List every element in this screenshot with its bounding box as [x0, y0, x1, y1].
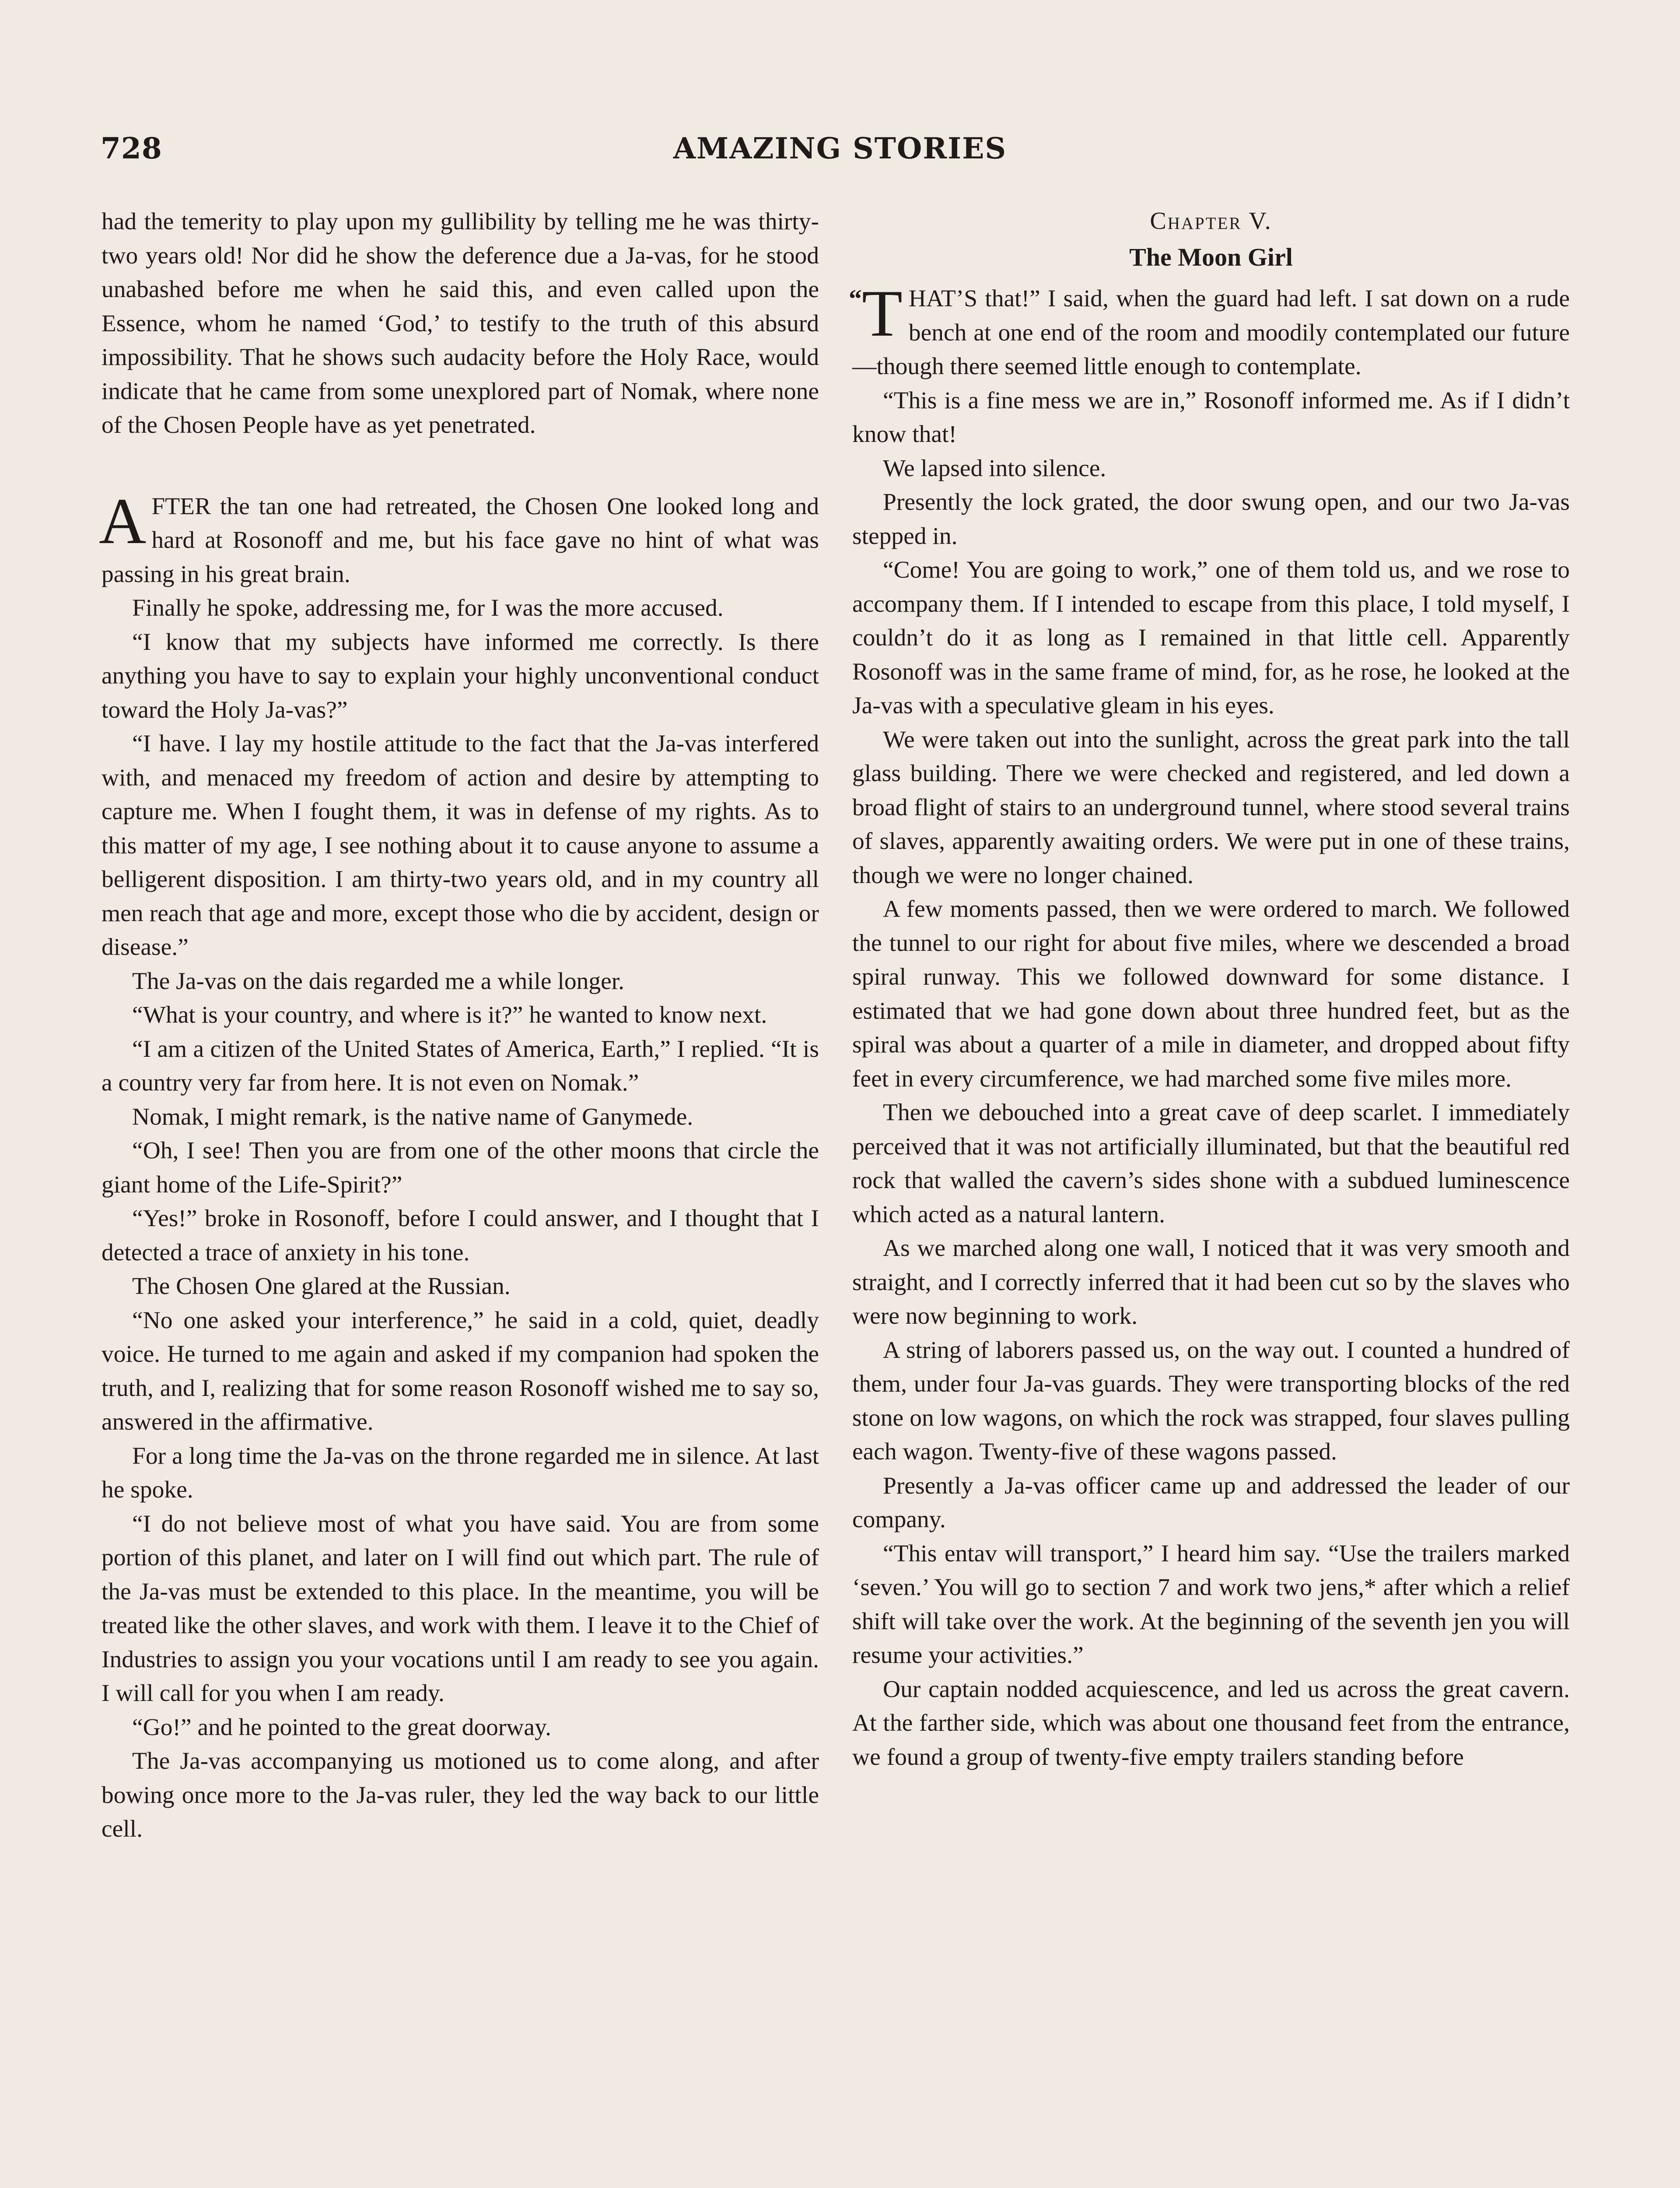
paragraph: “Go!” and he pointed to the great doorway.: [132, 1714, 552, 1741]
page-number: 728: [101, 131, 162, 165]
chapter-label: Chapter V.: [1150, 207, 1272, 235]
drop-cap: T: [862, 277, 903, 350]
paragraph-text: HAT’S that!” I said, when the guard had left. I sat down on a rude bench at one end of the room and moodily contemplated our future—though there seemed little enough to contemplate.: [852, 285, 1570, 380]
opening-quote: “: [849, 284, 862, 313]
paragraph: “I do not believe most of what you have said. You are from some portion of this planet, and later on I will find out which part. The rule of the Ja-vas must be extended to this place. In the meantime, you will be treated like the other slaves, and work with them. I leave it to the Chief of Industries to assign you your vocations until I am ready to see you again. I will call for you when I am ready.: [102, 1510, 819, 1707]
drop-cap: A: [99, 484, 147, 558]
paragraph: “Oh, I see! Then you are from one of the other moons that circle the giant home of the Life-Spirit?”: [102, 1137, 819, 1198]
paragraph: Presently the lock grated, the door swung open, and our two Ja-vas stepped in.: [852, 489, 1570, 550]
paragraph: “What is your country, and where is it?” he wanted to know next.: [132, 1002, 767, 1028]
paragraph: Presently a Ja-vas officer came up and addressed the leader of our company.: [852, 1472, 1570, 1533]
paragraph: “I have. I lay my hostile attitude to the fact that the Ja-vas interfered with, and menaced my freedom of action and desire by attempting to capture me. When I fought them, it was in defense of my rights. As to this matter of my age, I see nothing about it to cause anyone to assume a belligerent disposition. I am thirty-two years old, and in my country all men reach that age and more, except those who die by accident, design or disease.”: [102, 730, 819, 961]
lead-in-caps: FTER: [151, 493, 211, 520]
paragraph: “This entav will transport,” I heard him say. “Use the trailers marked ‘seven.’ You will go to section 7 and work two jens,* after which a relief shift will take over the work. At the beginning of the seventh jen you will resume your activities.”: [852, 1540, 1570, 1669]
paragraph: A string of laborers passed us, on the way out. I counted a hundred of them, under four Ja-vas guards. They were transporting blocks of the red stone on low wagons, on which the rock was strapped, four slaves pulling each wagon. Twenty-five of these wagons passed.: [852, 1336, 1570, 1465]
chapter-opening-paragraph: [849, 277, 1570, 384]
paragraph: Nomak, I might remark, is the native name of Ganymede.: [132, 1103, 693, 1130]
paragraph: “No one asked your interference,” he said in a cold, quiet, deadly voice. He turned to me again and asked if my companion had spoken the truth, and I, realizing that for some reason Rosonoff wished me to say so, answered in the affirmative.: [102, 1307, 819, 1435]
paragraph: We were taken out into the sunlight, across the great park into the tall glass building. There we were checked and registered, and led down a broad flight of stairs to an underground tunnel, where stood several trains of slaves, apparently awaiting orders. We were put in one of these trains, though we were no longer chained.: [852, 726, 1570, 889]
paragraph: Finally he spoke, addressing me, for I was the more accused.: [132, 595, 724, 621]
section-start-paragraph: [99, 484, 819, 592]
paragraph: Then we debouched into a great cave of deep scarlet. I immediately perceived that it was not artificially illuminated, but that the beautiful red rock that walled the cavern’s sides shone with a subdued luminescence which acted as a natural lantern.: [852, 1099, 1570, 1228]
paragraph: We lapsed into silence.: [883, 455, 1106, 482]
paragraph: “I know that my subjects have informed me correctly. Is there anything you have to say to explain your highly unconventional conduct toward the Holy Ja-vas?”: [102, 628, 819, 723]
paragraph: “Come! You are going to work,” one of them told us, and we rose to accompany them. If I intended to escape from this place, I told myself, I couldn’t do it as long as I remained in that little cell. Apparently Rosonoff was in the same frame of mind, for, as he rose, he looked at the Ja-vas with a speculative gleam in his eyes.: [852, 557, 1570, 719]
running-head: AMAZING STORIES: [673, 131, 1007, 165]
paragraph: As we marched along one wall, I noticed that it was very smooth and straight, and I correctly inferred that it had been cut so by the slaves who were now beginning to work.: [852, 1235, 1570, 1329]
paragraph: For a long time the Ja-vas on the throne regarded me in silence. At last he spoke.: [102, 1442, 819, 1503]
paragraph: “I am a citizen of the United States of America, Earth,” I replied. “It is a country very far from here. It is not even on Nomak.”: [102, 1035, 819, 1096]
left-column: [99, 205, 819, 2188]
paragraph: The Chosen One glared at the Russian.: [132, 1273, 511, 1300]
paragraph: A few moments passed, then we were ordered to march. We followed the tunnel to our right for about five miles, where we descended a broad spiral runway. This we followed downward for some distance. I estimated that we had gone down about three hundred feet, but as the spiral was about a quarter of a mile in diameter, and dropped about fifty feet in every circumference, we had marched some five miles more.: [852, 896, 1570, 1092]
paragraph: “This is a fine mess we are in,” Rosonoff informed me. As if I didn’t know that!: [852, 387, 1570, 448]
paragraph: The Ja-vas accompanying us motioned us to come along, and after bowing once more to the Ja-vas ruler, they led the way back to our little cell.: [102, 1748, 819, 1842]
paragraph: had the temerity to play upon my gullibility by telling me he was thirty-two years old! Nor did he show the deference due a Ja-vas, for he stood unabashed before me when he said this, and even called upon the Essence, whom he named ‘God,’ to testify to the truth of this absurd impossibility. That he shows such audacity before the Holy Race, would indicate that he came from some unexplored part of Nomak, where none of the Chosen People have as yet penetrated.: [102, 208, 819, 438]
page-header: [101, 131, 1579, 179]
paragraph: “Yes!” broke in Rosonoff, before I could answer, and I thought that I detected a trace of anxiety in his tone.: [102, 1205, 819, 1266]
chapter-title: The Moon Girl: [1129, 243, 1293, 271]
paragraph: The Ja-vas on the dais regarded me a while longer.: [132, 968, 625, 995]
paragraph: Our captain nodded acquiescence, and led us across the great cavern. At the farther side, which was about one thousand feet from the entrance, we found a group of twenty-five empty trailers standing before: [852, 1676, 1570, 1771]
paragraph-text: the tan one had retreated, the Chosen One looked long and hard at Rosonoff and me, but his face gave no hint of what was passing in his great brain.: [102, 493, 819, 588]
right-column: [849, 205, 1570, 2188]
